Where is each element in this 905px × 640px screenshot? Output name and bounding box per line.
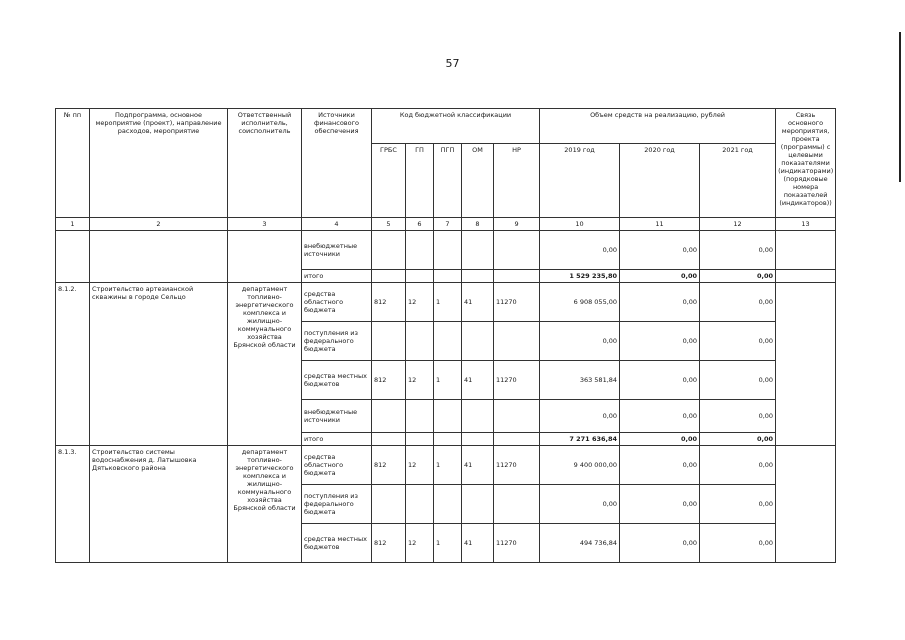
gp-cell: 12 xyxy=(406,283,434,322)
gp-cell xyxy=(406,231,434,270)
header-budget-code: Код бюджетной классификации xyxy=(372,109,540,144)
carryover-no xyxy=(56,231,90,283)
header-link: Связь основного мероприятия, проекта (программы) с целевыми показателями (индикаторами) (порядковые номера показателей (индикаторов)) xyxy=(776,109,836,218)
grbs-cell: 812 xyxy=(372,361,406,400)
amount-2020-cell: 0,00 xyxy=(620,231,700,270)
subheader-2020: 2020 год xyxy=(620,144,700,218)
column-number: 3 xyxy=(228,218,302,231)
amount-2020-cell: 0,00 xyxy=(620,283,700,322)
source-cell: средства местных бюджетов xyxy=(302,524,372,563)
pgp-cell xyxy=(434,322,462,361)
item-number: 8.1.2. xyxy=(56,283,90,446)
column-number: 9 xyxy=(494,218,540,231)
header-no: № пп xyxy=(56,109,90,218)
gp-cell: 12 xyxy=(406,524,434,563)
grbs-cell: 812 xyxy=(372,446,406,485)
amount-2019-cell: 0,00 xyxy=(540,400,620,433)
om-cell: 41 xyxy=(462,524,494,563)
om-cell: 41 xyxy=(462,361,494,400)
om-cell xyxy=(462,485,494,524)
amount-2019-cell: 363 581,84 xyxy=(540,361,620,400)
nr-cell: 11270 xyxy=(494,524,540,563)
total-2019: 1 529 235,80 xyxy=(540,270,620,283)
grbs-cell xyxy=(372,322,406,361)
nr-cell xyxy=(494,485,540,524)
nr-cell: 11270 xyxy=(494,283,540,322)
om-cell: 41 xyxy=(462,283,494,322)
source-cell: средства областного бюджета xyxy=(302,283,372,322)
nr-cell xyxy=(494,322,540,361)
item-responsible: департамент топливно-энергетического комплекса и жилищно-коммунального хозяйства Брянской области xyxy=(228,446,302,563)
amount-2021-cell: 0,00 xyxy=(700,485,776,524)
total-2019: 7 271 636,84 xyxy=(540,433,620,446)
grbs-cell: 812 xyxy=(372,283,406,322)
item-name: Строительство артезианской скважины в городе Сельцо xyxy=(90,283,228,446)
grbs-cell xyxy=(372,231,406,270)
column-number: 4 xyxy=(302,218,372,231)
subheader-gp: ГП xyxy=(406,144,434,218)
nr-cell xyxy=(494,231,540,270)
header-sources: Источники финансового обеспечения xyxy=(302,109,372,218)
pgp-cell: 1 xyxy=(434,283,462,322)
total-label: итого xyxy=(302,433,372,446)
subheader-om: ОМ xyxy=(462,144,494,218)
link-cell xyxy=(776,231,836,270)
column-number: 12 xyxy=(700,218,776,231)
amount-2021-cell: 0,00 xyxy=(700,283,776,322)
page-number: 57 xyxy=(445,57,460,70)
header-responsible: Ответственный исполнитель, соисполнитель xyxy=(228,109,302,218)
nr-cell: 11270 xyxy=(494,361,540,400)
om-cell xyxy=(462,400,494,433)
column-number-row xyxy=(56,218,836,231)
gp-cell xyxy=(406,322,434,361)
column-number: 5 xyxy=(372,218,406,231)
subheader-2019: 2019 год xyxy=(540,144,620,218)
source-cell: средства местных бюджетов xyxy=(302,361,372,400)
om-cell xyxy=(462,322,494,361)
link-cell xyxy=(776,270,836,283)
subheader-pgp: ПГП xyxy=(434,144,462,218)
table-header-row xyxy=(56,109,836,144)
gp-cell xyxy=(406,400,434,433)
grbs-cell xyxy=(372,485,406,524)
amount-2019-cell: 6 908 055,00 xyxy=(540,283,620,322)
column-number: 2 xyxy=(90,218,228,231)
source-cell: поступления из федерального бюджета xyxy=(302,485,372,524)
item-responsible: департамент топливно-энергетического комплекса и жилищно-коммунального хозяйства Брянской области xyxy=(228,283,302,446)
subheader-2021: 2021 год xyxy=(700,144,776,218)
column-number: 13 xyxy=(776,218,836,231)
grbs-cell: 812 xyxy=(372,524,406,563)
amount-2020-cell: 0,00 xyxy=(620,524,700,563)
gp-cell: 12 xyxy=(406,446,434,485)
gp-cell xyxy=(406,485,434,524)
carryover-name xyxy=(90,231,228,283)
total-2020: 0,00 xyxy=(620,433,700,446)
column-number: 1 xyxy=(56,218,90,231)
grbs-cell xyxy=(372,400,406,433)
amount-2021-cell: 0,00 xyxy=(700,361,776,400)
pgp-cell xyxy=(434,400,462,433)
nr-cell: 11270 xyxy=(494,446,540,485)
amount-2020-cell: 0,00 xyxy=(620,485,700,524)
amount-2019-cell: 9 400 000,00 xyxy=(540,446,620,485)
amount-2021-cell: 0,00 xyxy=(700,322,776,361)
subheader-grbs: ГРБС xyxy=(372,144,406,218)
pgp-cell: 1 xyxy=(434,361,462,400)
item-number: 8.1.3. xyxy=(56,446,90,563)
pgp-cell: 1 xyxy=(434,524,462,563)
pgp-cell: 1 xyxy=(434,446,462,485)
amount-2019-cell: 0,00 xyxy=(540,485,620,524)
budget-table xyxy=(55,108,836,563)
total-2020: 0,00 xyxy=(620,270,700,283)
amount-2019-cell: 494 736,84 xyxy=(540,524,620,563)
item-name: Строительство системы водоснабжения д. Латышовка Дятьковского района xyxy=(90,446,228,563)
total-2021: 0,00 xyxy=(700,433,776,446)
amount-2019-cell: 0,00 xyxy=(540,231,620,270)
link-cell xyxy=(776,283,836,446)
column-number: 10 xyxy=(540,218,620,231)
amount-2020-cell: 0,00 xyxy=(620,446,700,485)
amount-2021-cell: 0,00 xyxy=(700,231,776,270)
header-program: Подпрограмма, основное мероприятие (проект), направление расходов, мероприятие xyxy=(90,109,228,218)
table-row xyxy=(56,283,836,322)
amount-2020-cell: 0,00 xyxy=(620,400,700,433)
subheader-nr: НР xyxy=(494,144,540,218)
pgp-cell xyxy=(434,231,462,270)
gp-cell: 12 xyxy=(406,361,434,400)
column-number: 8 xyxy=(462,218,494,231)
om-cell xyxy=(462,231,494,270)
column-number: 6 xyxy=(406,218,434,231)
table-row xyxy=(56,231,836,270)
column-number: 11 xyxy=(620,218,700,231)
source-cell: внебюджетные источники xyxy=(302,400,372,433)
amount-2020-cell: 0,00 xyxy=(620,322,700,361)
column-number: 7 xyxy=(434,218,462,231)
header-amount: Объем средств на реализацию, рублей xyxy=(540,109,776,144)
pgp-cell xyxy=(434,485,462,524)
total-label: итого xyxy=(302,270,372,283)
om-cell: 41 xyxy=(462,446,494,485)
carryover-responsible xyxy=(228,231,302,283)
total-2021: 0,00 xyxy=(700,270,776,283)
amount-2021-cell: 0,00 xyxy=(700,446,776,485)
amount-2019-cell: 0,00 xyxy=(540,322,620,361)
link-cell xyxy=(776,446,836,563)
source-cell: внебюджетные источники xyxy=(302,231,372,270)
nr-cell xyxy=(494,400,540,433)
amount-2020-cell: 0,00 xyxy=(620,361,700,400)
table-row xyxy=(56,446,836,485)
amount-2021-cell: 0,00 xyxy=(700,524,776,563)
amount-2021-cell: 0,00 xyxy=(700,400,776,433)
source-cell: средства областного бюджета xyxy=(302,446,372,485)
scan-edge-mark xyxy=(899,32,901,182)
source-cell: поступления из федерального бюджета xyxy=(302,322,372,361)
